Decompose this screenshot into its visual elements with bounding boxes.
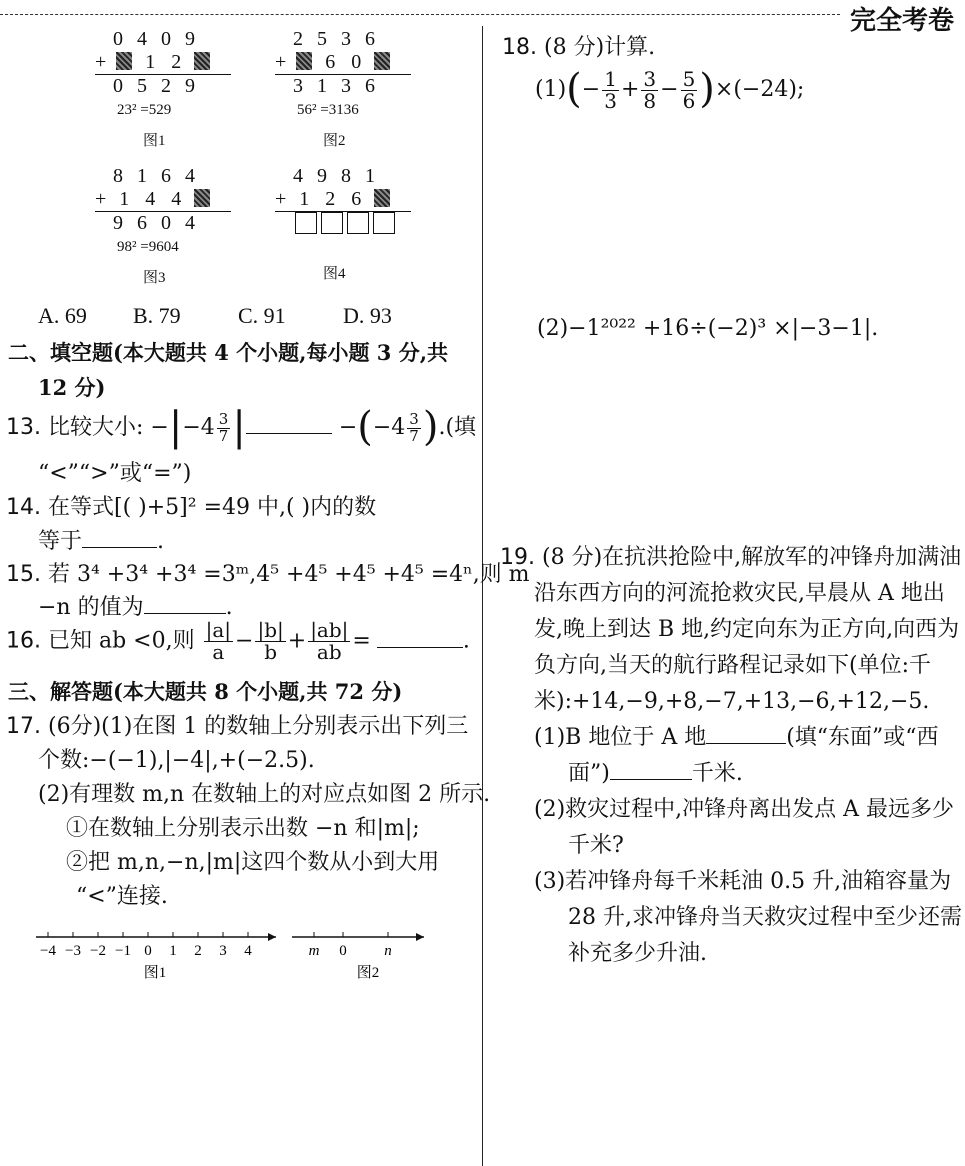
question-text: .(填 [438,415,477,440]
question-text: 已知 ab <0,则 [48,628,195,654]
answer-box [373,212,395,234]
answer-blank[interactable] [377,647,463,648]
question-text: 沿东西方向的河流抢救灾民,早晨从 A 地出 [534,581,945,606]
axis-arrow [268,933,276,941]
tick-label: 2 [194,943,202,959]
frac-num: 3 [218,409,229,428]
q15 [6,557,530,588]
answer-blank[interactable] [706,743,786,744]
question-text: ×(−24); [714,77,805,102]
brand-title: 完全考卷 [850,6,955,36]
question-text: 28 升,求冲锋舟当天救灾过程中至少还需 [568,905,962,930]
frac-num: |b| [257,618,284,642]
puzzle-top: 8164 [113,165,209,187]
puzzle-fig1: 0409 + 1 2 0529 23² =529 图1 [95,28,231,150]
puzzle-result: 0529 [113,75,209,97]
figure-label: 图3 [143,270,166,286]
q18-part2: (2)−1²⁰²² +16÷(−2)³ ×|−3−1|. [537,316,879,341]
figure-label: 图2 [323,133,346,149]
question-text: (8 分)在抗洪抢险中,解放军的冲锋舟加满油 [542,545,962,570]
puzzle-result: 3136 [293,75,389,97]
digit: 4 [171,188,182,210]
column-divider [482,26,483,1166]
question-text: ①在数轴上分别表示出数 −n 和|m|; [66,816,420,841]
section3-title: 三、解答题(本大题共 8 个小题,共 72 分) [8,679,403,704]
number-line-fig1 [30,925,280,985]
digit: 2 [325,188,336,210]
option-a[interactable]: A. 69 [38,303,87,328]
tick-label: 3 [219,943,227,959]
puzzle-top: 0409 [113,28,209,50]
puzzle-fig3: 8164 + 1 4 4 9604 98² =9604 图3 [95,165,231,287]
q18-part1: (1)(− $\frac{1}{3}$ + $\frac{3}{8}$ − $\frac{5}{6}$ )×(−24); [535,66,805,113]
question-text: (1)B 地位于 A 地 [534,725,707,750]
figure-label: 图1 [143,133,166,149]
tick-label: 4 [244,943,252,959]
frac-den: 3 [604,88,617,113]
question-text: ②把 m,n,−n,|m|这四个数从小到大用 [66,850,440,875]
frac-den: 8 [643,88,657,113]
answer-blank[interactable] [144,613,226,614]
tick-label: n [384,943,392,959]
digit: 2 [171,51,182,73]
tick-label: −3 [65,943,81,959]
question-number: 15. [6,562,41,587]
q14 [6,490,376,521]
q18 [502,30,655,61]
question-text: −n 的值为 [38,595,144,620]
question-number: 19. [500,545,535,570]
tick-label: 0 [339,943,347,959]
question-text: 补充多少升油. [568,941,707,966]
answer-blank[interactable] [246,433,332,434]
q15-line2: −n 的值为 . [38,595,233,620]
tick-label: −4 [40,943,56,959]
digit: 1 [299,188,310,210]
shaded-digit [116,52,132,70]
shaded-digit [194,189,210,207]
shaded-digit [374,52,390,70]
question-number: 13. [6,415,41,440]
question-number: 17. [6,714,41,739]
question-text: 个数:−(−1),|−4|,+(−2.5). [38,748,315,773]
answer-box [347,212,369,234]
q16: 16. 已知 ab <0,则 $\frac{|a|}{a}$ − $\frac{|b|}{b}$ + $\frac{|ab|}{ab}$ = . [6,618,470,664]
axis-arrow [416,933,424,941]
q13-hint: “<”“>”或“=”) [38,461,192,486]
frac-num: |ab| [310,618,349,642]
number-line-fig2 [290,925,430,985]
question-text: 发,晚上到达 B 地,约定向东为正方向,向西为 [534,617,960,642]
question-number: 16. [6,628,41,654]
tick-label: −1 [115,943,131,959]
question-text: “<”连接. [76,884,168,909]
frac-num: 1 [604,66,617,91]
frac-num: 5 [682,66,696,91]
tick-label: −2 [90,943,106,959]
frac-den: 6 [682,88,696,113]
section2-title: 二、填空题(本大题共 4 个小题,每小题 3 分,共 [8,340,449,365]
answer-blank[interactable] [610,779,692,780]
answer-box [295,212,317,234]
digit: 6 [351,188,362,210]
q19 [500,540,962,972]
answer-blank[interactable] [82,547,157,548]
frac-den: ab [316,640,342,664]
frac-den: a [212,640,225,664]
option-d[interactable]: D. 93 [343,303,392,328]
option-c[interactable]: C. 91 [238,303,286,328]
question-text: 在等式[( )+5]² =49 中,( )内的数 [48,495,377,520]
section2-title-cont: 12 分) [38,375,106,400]
puzzle-result: 9604 [113,212,209,234]
question-text: 负方向,当天的航行路程记录如下(单位:千 [534,653,931,678]
puzzle-eq: 23² =529 [117,102,172,118]
q12-options [38,303,392,329]
tick-label: 1 [169,943,177,959]
question-text: 千米? [568,833,624,858]
question-text: 米):+14,−9,+8,−7,+13,−6,+12,−5. [534,689,930,714]
digit: 0 [351,51,362,73]
figure-label: 图1 [143,965,167,981]
shaded-digit [296,52,312,70]
question-number: 14. [6,495,41,520]
puzzle-top: 4981 [293,165,389,187]
question-text: (6分)(1)在图 1 的数轴上分别表示出下列三 [48,714,469,739]
q14-line2: 等于 . [38,529,165,554]
puzzle-eq: 56² =3136 [297,102,359,118]
option-b[interactable]: B. 79 [133,303,181,328]
digit: 6 [325,51,336,73]
frac-den: 7 [409,426,419,445]
puzzle-top: 2536 [293,28,389,50]
question-number: 18. [502,35,537,60]
shaded-digit [374,189,390,207]
digit: 4 [145,188,156,210]
question-text: 面”) [568,761,610,786]
digit: 1 [145,51,156,73]
question-text: (2)有理数 m,n 在数轴上的对应点如图 2 所示. [38,782,491,807]
header-rule [0,14,840,15]
frac-num: 3 [643,66,657,91]
question-text: 千米. [691,761,743,786]
frac-num: 3 [409,409,419,428]
frac-num: |a| [205,618,232,642]
q13: 13. 比较大小: −|−4 $\frac{3}{7}$ | −(−4 $\frac{3}{7}$ ).(填 [6,404,477,450]
tick-label: m [308,943,320,959]
question-text: (8 分)计算. [544,35,656,60]
digit: 1 [119,188,130,210]
puzzle-fig2: 2536 + 6 0 3136 56² =3136 图2 [275,28,411,150]
q17 [6,710,490,914]
tick-label: 0 [144,943,152,959]
question-text: (2)救灾过程中,冲锋舟离出发点 A 最远多少 [534,797,955,822]
frac-den: 7 [218,426,229,445]
shaded-digit [194,52,210,70]
question-text: (填“东面”或“西 [786,725,939,750]
question-text: 若 3⁴ +3⁴ +3⁴ =3ᵐ,4⁵ +4⁵ +4⁵ +4⁵ =4ⁿ,则 m [48,562,530,587]
question-text: (3)若冲锋舟每千米耗油 0.5 升,油箱容量为 [534,869,952,894]
figure-label: 图4 [323,266,346,282]
frac-den: b [264,640,278,664]
figure-label: 图2 [356,965,380,981]
question-text: 等于 [38,529,83,554]
answer-box [321,212,343,234]
question-text: 比较大小: [48,415,144,440]
puzzle-eq: 98² =9604 [117,239,179,255]
puzzle-fig4: 4981 + 1 2 6 图4 [275,165,411,283]
part-label: (1) [535,77,567,102]
